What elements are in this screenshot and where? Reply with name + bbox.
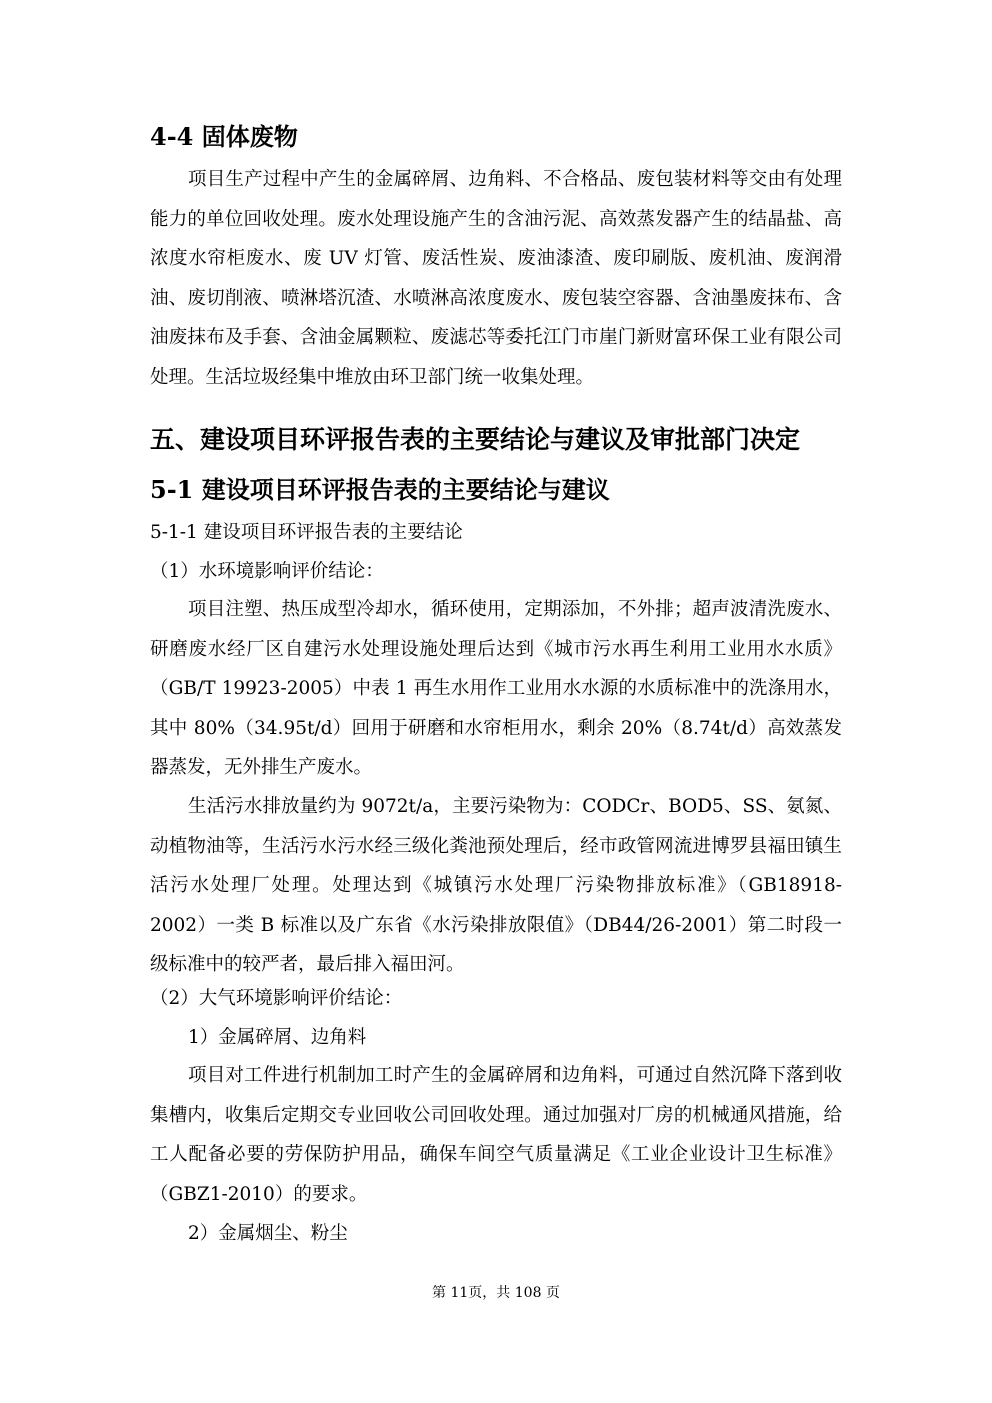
section-heading-5-1: 5-1 建设项目环评报告表的主要结论与建议: [150, 475, 610, 504]
air-item-2-title: 2）金属烟尘、粉尘: [188, 1223, 348, 1244]
water-environment-title: （1）水环境影响评价结论：: [150, 561, 384, 582]
air-item-1-paragraph: 项目对工件进行机制加工时产生的金属碎屑和边角料，可通过自然沉降下落到收集槽内，收集后定期交专业回收公司回收处理。通过加强对厂房的机械通风措施，给工人配备必要的劳保防护用品，确保车间空气质量满足《工业企业设计卫生标准》（GBZ1-2010）的要求。: [150, 1065, 842, 1205]
water-paragraph-production: 项目注塑、热压成型冷却水，循环使用，定期添加，不外排；超声波清洗废水、研磨废水经厂区自建污水处理设施处理后达到《城市污水再生利用工业用水水质》（GB/T 19923-2005）中表 1 再生水用作工业用水水源的水质标准中的洗涤用水，其中 80%（34.95t/d）回用于研磨和水帘柜用水，剩余 20%（8.74t/d）高效蒸发器蒸发，无外排生产废水。: [150, 599, 842, 778]
air-item-1-title: 1）金属碎屑、边角料: [188, 1027, 367, 1048]
air-environment-title: （2）大气环境影响评价结论：: [150, 988, 403, 1009]
solid-waste-paragraph: 项目生产过程中产生的金属碎屑、边角料、不合格品、废包装材料等交由有处理能力的单位回收处理。废水处理设施产生的含油污泥、高效蒸发器产生的结晶盐、高浓度水帘柜废水、废 UV 灯管、废活性炭、废油漆渣、废印刷版、废机油、废润滑油、废切削液、喷淋塔沉渣、水喷淋高浓度废水、废包装空容器、含油墨废抹布、含油废抹布及手套、含油金属颗粒、废滤芯等委托江门市崖门新财富环保工业有限公司处理。生活垃圾经集中堆放由环卫部门统一收集处理。: [150, 169, 842, 388]
section-heading-4-4: 4-4 固体废物: [150, 122, 298, 151]
page-number-footer: 第 11页，共 108 页: [432, 1285, 560, 1301]
subsection-heading-5-1-1: 5-1-1 建设项目环评报告表的主要结论: [150, 522, 463, 543]
chapter-heading-5: 五、建设项目环评报告表的主要结论与建议及审批部门决定: [150, 425, 801, 454]
water-paragraph-domestic: 生活污水排放量约为 9072t/a，主要污染物为：CODCr、BOD5、SS、氨氮、动植物油等，生活污水污水经三级化粪池预处理后，经市政管网流进博罗县福田镇生活污水处理厂处理。处理达到《城镇污水处理厂污染物排放标准》（GB18918-2002）一类 B 标准以及广东省《水污染排放限值》（DB44/26-2001）第二时段一级标准中的较严者，最后排入福田河。: [150, 796, 842, 975]
